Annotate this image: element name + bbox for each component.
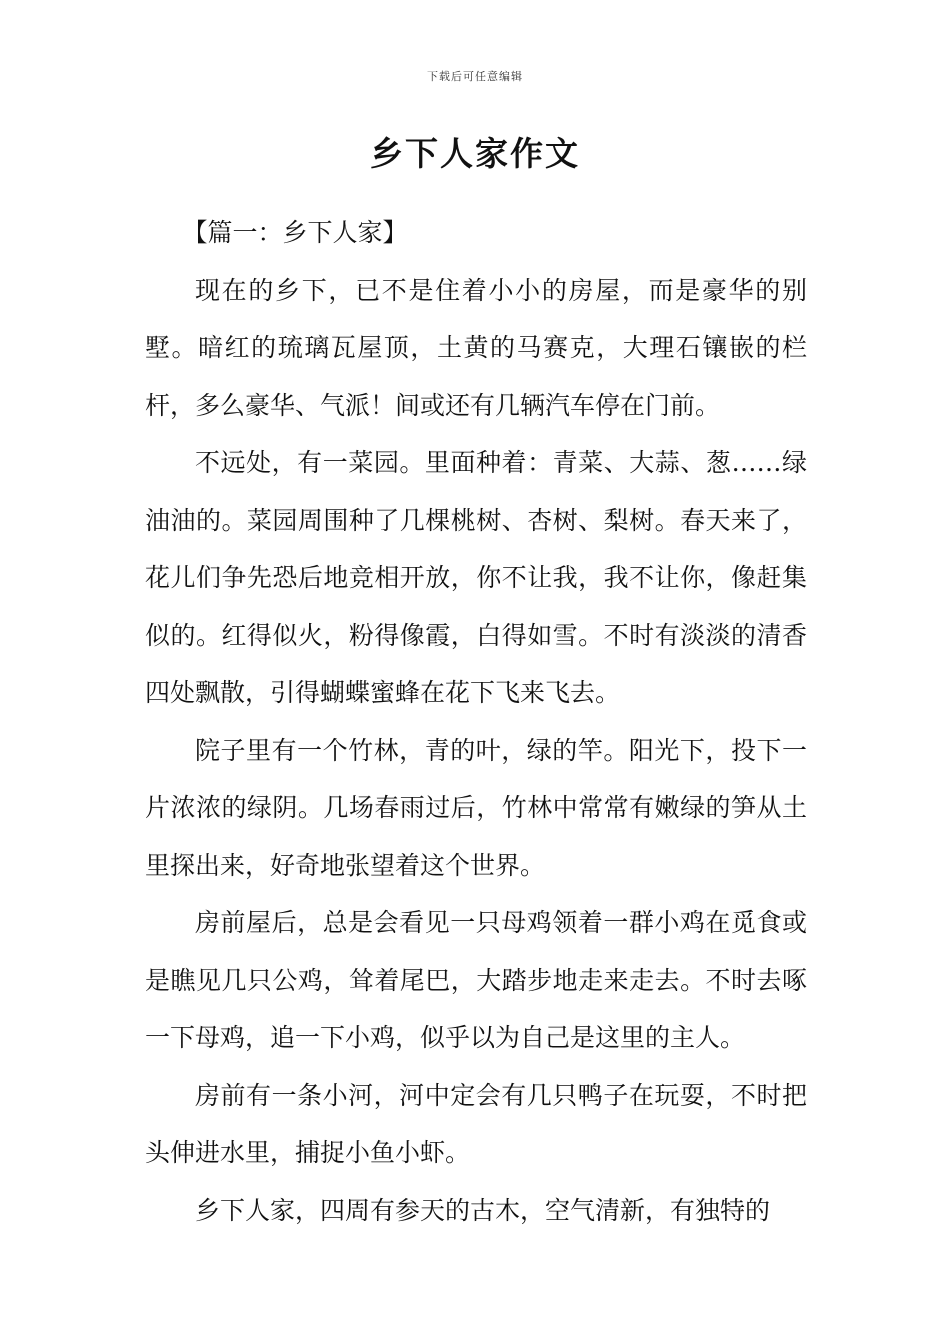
page-title: 乡下人家作文: [370, 134, 580, 173]
paragraph-6: 乡下人家，四周有参天的古木，空气清新，有独特的: [195, 1195, 771, 1225]
section-heading: 【篇一：乡下人家】: [182, 218, 408, 247]
document-body: [145, 204, 807, 1239]
paragraph-1: 现在的乡下，已不是住着小小的房屋，而是豪华的别墅。暗红的琉璃瓦屋顶，土黄的马赛克，大理石镶嵌的栏杆，多么豪华、气派！间或还有几辆汽车停在门前。: [145, 275, 807, 420]
paragraph-3: 院子里有一个竹林，青的叶，绿的竿。阳光下，投下一片浓浓的绿阴。几场春雨过后，竹林中常常有嫩绿的笋从土里探出来，好奇地张望着这个世界。: [145, 735, 807, 880]
paragraph-2: 不远处，有一菜园。里面种着：青菜、大蒜、葱……绿油油的。菜园周围种了几棵桃树、杏树、梨树。春天来了，花儿们争先恐后地竞相开放，你不让我，我不让你，像赶集似的。红得似火，粉得像霞，白得如雪。不时有淡淡的清香四处飘散，引得蝴蝶蜜蜂在花下飞来飞去。: [145, 448, 807, 707]
paragraph-5: 房前有一条小河，河中定会有几只鸭子在玩耍，不时把头伸进水里，捕捉小鱼小虾。: [145, 1080, 807, 1167]
paragraph-4: 房前屋后，总是会看见一只母鸡领着一群小鸡在觅食或是瞧见几只公鸡，耸着尾巴，大踏步地走来走去。不时去啄一下母鸡，追一下小鸡，似乎以为自己是这里的主人。: [145, 908, 807, 1052]
header-note: 下载后可任意编辑: [427, 70, 523, 83]
